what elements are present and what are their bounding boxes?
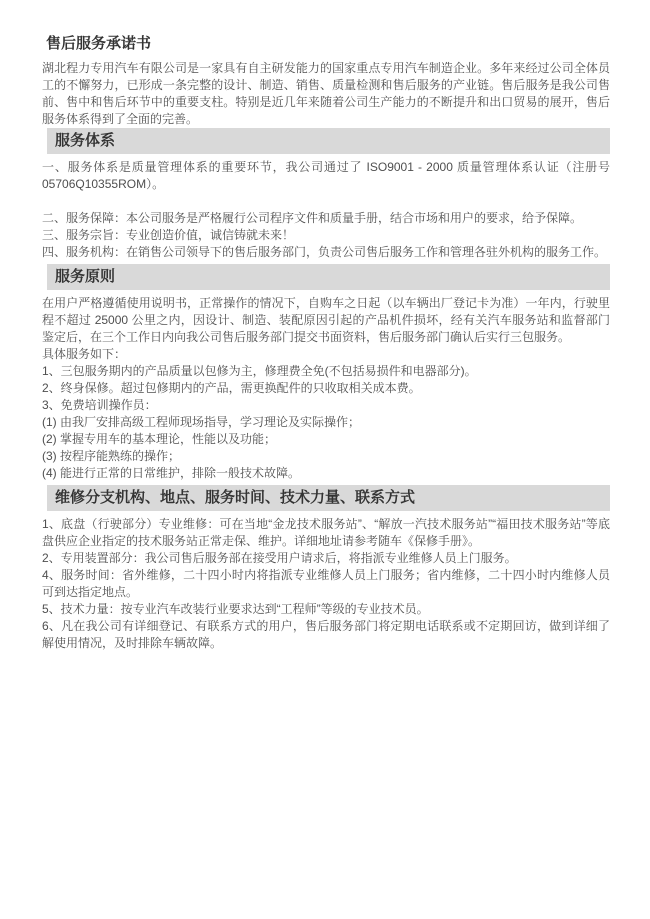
sub-list-item: (4) 能进行正常的日常维护，排除一般技术故障。 <box>42 466 301 480</box>
list-intro: 具体服务如下： <box>42 347 127 361</box>
list-item: 2、专用装置部分：我公司售后服务部在接受用户请求后，将指派专业维修人员上门服务。 <box>42 551 517 565</box>
list-item: 6、凡在我公司有详细登记、有联系方式的用户，售后服务部门将定期电话联系或不定期回访，做到详细了解使用情况，及时排除车辆故障。 <box>42 619 610 650</box>
list-item: 5、技术力量：按专业汽车改装行业要求达到“工程师”等级的专业技术员。 <box>42 602 429 616</box>
section-header-service-system: 服务体系 <box>47 128 610 154</box>
list-item: 1、底盘（行驶部分）专业维修：可在当地“金龙技术服务站”、“解放一汽技术服务站”“福田技术服务站”等底盘供应企业指定的技术服务站正常走保、维护。详细地址请参考随车《保修手册》。 <box>42 517 610 548</box>
list-item: 二、服务保障：本公司服务是严格履行公司程序文件和质量手册，结合市场和用户的要求，给予保障。 <box>42 211 583 225</box>
sub-list-item: (1) 由我厂安排高级工程师现场指导，学习理论及实际操作； <box>42 415 361 429</box>
section-header-service-principles: 服务原则 <box>47 264 610 290</box>
list-item: 一、服务体系是质量管理体系的重要环节，我公司通过了 ISO9001 - 2000 质量管理体系认证（注册号 05706Q10355ROM）。 <box>42 160 610 191</box>
blank-line <box>42 193 610 210</box>
section-repair-branches <box>42 516 610 652</box>
list-item: 2、终身保修。超过包修期内的产品，需更换配件的只收取相关成本费。 <box>42 381 421 395</box>
list-item: 4、服务时间：省外维修，二十四小时内将指派专业维修人员上门服务；省内维修，二十四小时内维修人员可到达指定地点。 <box>42 568 610 599</box>
sub-list-item: (3) 按程序能熟练的操作； <box>42 449 181 463</box>
list-item: 三、服务宗旨：专业创造价值，诚信铸就未来！ <box>42 228 295 242</box>
page-title: 售后服务承诺书 <box>46 35 152 52</box>
intro-paragraph: 湖北程力专用汽车有限公司是一家具有自主研发能力的国家重点专用汽车制造企业。多年来经过公司全体员工的不懈努力，已形成一条完整的设计、制造、销售、质量检测和售后服务的产业链。售后服务是我公司售前、售中和售后环节中的重要支柱。特别是近几年来随着公司生产能力的不断提升和出口贸易的展开，售后服务体系得到了全面的完善。 <box>42 61 610 126</box>
sub-list-item: (2) 掌握专用车的基本理论，性能以及功能； <box>42 432 277 446</box>
list-item: 3、免费培训操作员： <box>42 398 157 412</box>
section-header-repair-branches: 维修分支机构、地点、服务时间、技术力量、联系方式 <box>47 485 610 511</box>
list-item: 四、服务机构：在销售公司领导下的售后服务部门，负责公司售后服务工作和管理各驻外机构的服务工作。 <box>42 245 607 259</box>
list-item: 1、三包服务期内的产品质量以包修为主，修理费全免(不包括易损件和电器部分)。 <box>42 364 477 378</box>
section-service-system <box>42 159 610 261</box>
lead-paragraph: 在用户严格遵循使用说明书，正常操作的情况下，自购车之日起（以车辆出厂登记卡为准）一年内，行驶里程不超过 25000 公里之内，因设计、制造、装配原因引起的产品机件损坏，经有关汽车服务站和监督部门鉴定后，在三个工作日内向我公司售后服务部门提交书面资料，售后服务部门确认后实行三包服务。 <box>42 296 610 344</box>
section-service-principles <box>42 295 610 482</box>
